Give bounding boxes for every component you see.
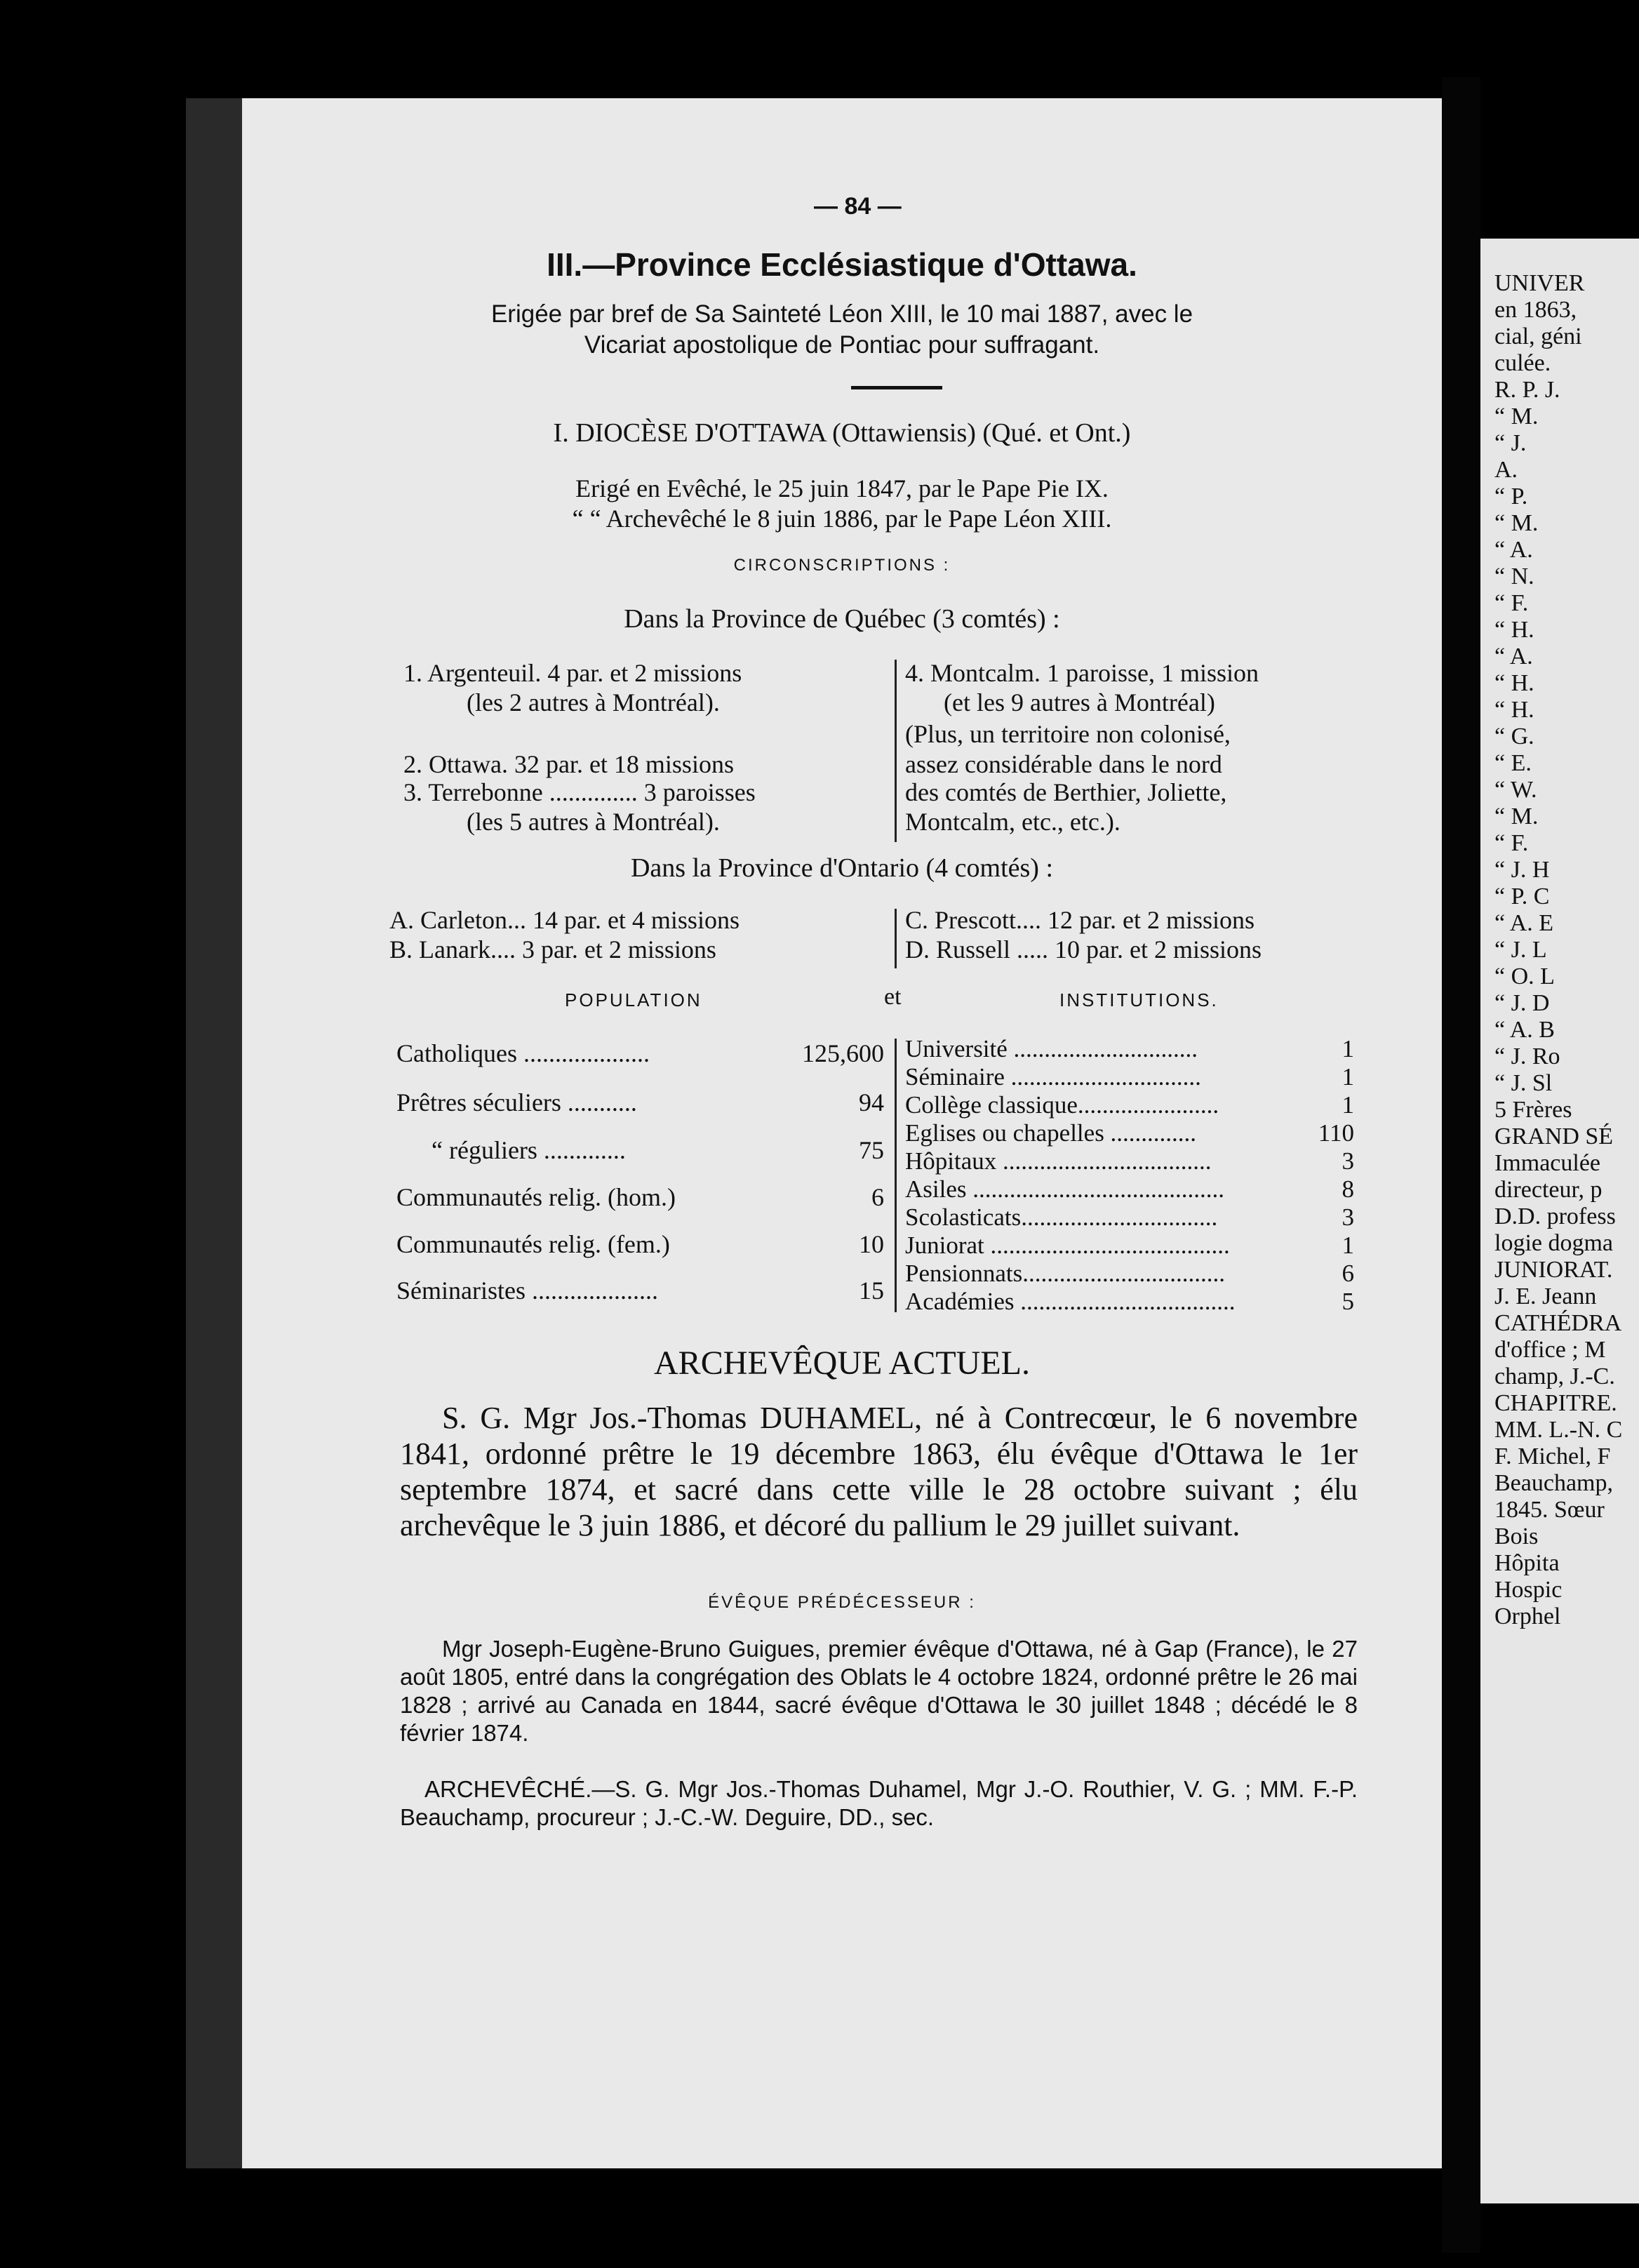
quebec-right-3: (Plus, un territoire non colonisé, xyxy=(905,720,1231,748)
institution-label: Scolasticats................................ xyxy=(905,1203,1218,1231)
right-page-line: “ M. xyxy=(1494,403,1539,429)
institution-label: Pensionnats................................. xyxy=(905,1260,1225,1287)
right-page-line: “ E. xyxy=(1494,750,1532,776)
population-row xyxy=(396,1276,884,1305)
quebec-column-divider xyxy=(895,660,897,842)
population-value: 75 xyxy=(859,1136,884,1164)
institution-label: Séminaire ............................... xyxy=(905,1063,1201,1090)
ontario-left-2: B. Lanark.... 3 par. et 2 missions xyxy=(389,935,716,963)
quebec-right-4: assez considérable dans le nord xyxy=(905,750,1222,778)
right-page-line: Immaculée xyxy=(1494,1150,1601,1176)
right-page-line: UNIVER xyxy=(1494,270,1585,296)
right-page-line: “ O. L xyxy=(1494,963,1555,989)
right-page-line: GRAND SÉ xyxy=(1494,1123,1614,1149)
diocese-heading: I. DIOCÈSE D'OTTAWA (Ottawiensis) (Qué. et Ont.) xyxy=(553,418,1131,448)
institution-value: 5 xyxy=(1342,1288,1354,1315)
book-spine xyxy=(186,98,242,2168)
institution-row xyxy=(905,1063,1354,1091)
right-page-line: Hôpita xyxy=(1494,1550,1560,1576)
institution-value: 1 xyxy=(1342,1035,1354,1062)
right-page-line: d'office ; M xyxy=(1494,1337,1606,1363)
institution-row xyxy=(905,1147,1354,1175)
predecesseur-paragraph: Mgr Joseph-Eugène-Bruno Guigues, premier évêque d'Ottawa, né à Gap (France), le 27 août 1805, entré dans la congrégation des Oblats le 4 octobre 1824, ordonné prêtre le 26 mai 1828 ; arrivé au Canada en 1844, sacré évêque d'Ottawa le 30 juillet 1848 ; décédé le 8 février 1874. xyxy=(400,1636,1358,1746)
population-row xyxy=(396,1088,884,1117)
institution-label: Collège classique....................... xyxy=(905,1091,1219,1119)
population-value: 6 xyxy=(871,1183,884,1211)
right-page-line: logie dogma xyxy=(1494,1230,1614,1256)
right-page-line: “ J. xyxy=(1494,430,1527,456)
intro-line-1: Erigée par bref de Sa Sainteté Léon XIII, le 10 mai 1887, avec le xyxy=(490,300,1193,328)
archeveche-paragraph: ARCHEVÊCHÉ.—S. G. Mgr Jos.-Thomas Duhamel, Mgr J.-O. Routhier, V. G. ; MM. F.-P. Beauchamp, procureur ; J.-C.-W. Deguire, DD., sec. xyxy=(400,1776,1358,1830)
population-label-text: Communautés relig. (hom.) xyxy=(396,1183,676,1211)
ontario-right-1: C. Prescott.... 12 par. et 2 missions xyxy=(905,906,1255,934)
population-value: 94 xyxy=(859,1088,884,1116)
right-page-line: cial, géni xyxy=(1494,323,1582,349)
right-page-line: “ J. Ro xyxy=(1494,1043,1560,1069)
population-label-text: “ réguliers ............. xyxy=(432,1136,626,1164)
institution-row xyxy=(905,1175,1354,1203)
right-page-line: “ J. Sl xyxy=(1494,1070,1553,1096)
stats-column-divider xyxy=(895,1039,897,1312)
institutions-label: INSTITUTIONS. xyxy=(1059,989,1219,1010)
right-page-line: “ H. xyxy=(1494,697,1534,723)
population-label-text: Catholiques .................... xyxy=(396,1039,650,1067)
ontario-column-divider xyxy=(895,909,897,968)
institution-label: Eglises ou chapelles .............. xyxy=(905,1119,1197,1147)
institution-label: Académies ................................... xyxy=(905,1288,1236,1315)
right-page-line: A. xyxy=(1494,457,1518,483)
population-label-text: Prêtres séculiers ........... xyxy=(396,1088,637,1116)
population-row xyxy=(396,1135,884,1165)
right-page-line: “ J. H xyxy=(1494,857,1550,883)
population-row xyxy=(396,1229,884,1259)
right-page-line: “ P. C xyxy=(1494,883,1550,909)
institution-value: 1 xyxy=(1342,1063,1354,1090)
quebec-left-1: 1. Argenteuil. 4 par. et 2 missions xyxy=(403,659,742,687)
right-page-line: “ A. B xyxy=(1494,1017,1555,1043)
institution-value: 6 xyxy=(1342,1260,1354,1287)
archeveque-paragraph: S. G. Mgr Jos.-Thomas DUHAMEL, né à Contrecœur, le 6 novembre 1841, ordonné prêtre le 19 décembre 1863, élu évêque d'Ottawa le 1er septembre 1874, et sacré dans cette ville le 28 octobre suivant ; élu archevêque le 3 juin 1886, et décoré du pallium le 29 juillet suivant. xyxy=(400,1401,1358,1542)
institution-value: 3 xyxy=(1342,1203,1354,1231)
predecesseur-label: ÉVÊQUE PRÉDÉCESSEUR : xyxy=(708,1593,976,1612)
archeveque-heading: ARCHEVÊQUE ACTUEL. xyxy=(654,1345,1030,1382)
right-page-line: champ, J.-C. xyxy=(1494,1363,1615,1389)
right-page-line: culée. xyxy=(1494,350,1551,376)
right-page-line: directeur, p xyxy=(1494,1177,1603,1203)
page-number: — 84 — xyxy=(814,193,902,220)
right-page-line: “ H. xyxy=(1494,617,1534,643)
institution-label: Hôpitaux .................................. xyxy=(905,1147,1212,1175)
population-value: 10 xyxy=(859,1230,884,1258)
quebec-right-5: des comtés de Berthier, Joliette, xyxy=(905,778,1227,806)
page-title: III.—Province Ecclésiastique d'Ottawa. xyxy=(547,246,1137,283)
right-page-line: “ M. xyxy=(1494,510,1539,536)
institution-row xyxy=(905,1260,1354,1288)
right-page-line: en 1863, xyxy=(1494,297,1577,323)
right-page-line: 5 Frères xyxy=(1494,1097,1572,1123)
right-page-line: D.D. profess xyxy=(1494,1203,1616,1229)
right-page-line: “ A. xyxy=(1494,537,1533,563)
ontario-heading: Dans la Province d'Ontario (4 comtés) : xyxy=(630,853,1054,883)
book-gutter xyxy=(1442,77,1480,2253)
population-row xyxy=(396,1039,884,1068)
population-row xyxy=(396,1182,884,1212)
right-page-line: “ H. xyxy=(1494,670,1534,696)
quebec-left-2: (les 2 autres à Montréal). xyxy=(467,688,720,716)
right-page-line: “ J. L xyxy=(1494,937,1547,963)
right-page-line: Beauchamp, xyxy=(1494,1470,1613,1496)
right-page-line: “ A. xyxy=(1494,643,1533,669)
right-page-line: “ P. xyxy=(1494,483,1528,509)
intro-line-2: Vicariat apostolique de Pontiac pour suffragant. xyxy=(584,331,1100,359)
left-page xyxy=(242,98,1442,2168)
right-page-line: Bois xyxy=(1494,1523,1539,1549)
right-page-line: Hospic xyxy=(1494,1577,1563,1603)
institution-label: Université .............................. xyxy=(905,1035,1198,1062)
institution-label: Asiles ......................................... xyxy=(905,1175,1224,1203)
right-page-line: CATHÉDRA xyxy=(1494,1310,1622,1336)
right-page-line: “ J. D xyxy=(1494,990,1550,1016)
institution-row xyxy=(905,1232,1354,1260)
institution-value: 110 xyxy=(1318,1119,1354,1147)
quebec-right-1: 4. Montcalm. 1 paroisse, 1 mission xyxy=(905,659,1259,687)
quebec-left-5: (les 5 autres à Montréal). xyxy=(467,808,720,836)
quebec-left-4: 3. Terrebonne .............. 3 paroisses xyxy=(403,778,756,806)
right-page-line: “ G. xyxy=(1494,723,1534,749)
population-value: 125,600 xyxy=(802,1039,884,1067)
quebec-left-3: 2. Ottawa. 32 par. et 18 missions xyxy=(403,750,734,778)
et-label: et xyxy=(884,984,902,1010)
right-page-line: R. P. J. xyxy=(1494,377,1560,403)
institution-row xyxy=(905,1119,1354,1147)
right-page-line: “ A. E xyxy=(1494,910,1554,936)
erection-line-1: Erigé en Evêché, le 25 juin 1847, par le Pape Pie IX. xyxy=(575,474,1109,502)
ontario-left-1: A. Carleton... 14 par. et 4 missions xyxy=(389,906,740,934)
divider-rule xyxy=(851,386,942,389)
quebec-right-6: Montcalm, etc., etc.). xyxy=(905,808,1120,836)
institution-value: 1 xyxy=(1342,1232,1354,1259)
right-page-line: 1845. Sœur xyxy=(1494,1497,1605,1523)
right-page-line: “ F. xyxy=(1494,590,1529,616)
institution-row xyxy=(905,1091,1354,1119)
right-page-lines xyxy=(1494,270,1622,1630)
institution-value: 3 xyxy=(1342,1147,1354,1175)
right-page-line: “ N. xyxy=(1494,563,1534,589)
right-page-line: CHAPITRE. xyxy=(1494,1390,1617,1416)
right-page-line: JUNIORAT. xyxy=(1494,1257,1613,1283)
right-page-line: “ W. xyxy=(1494,777,1537,803)
right-page-line: “ F. xyxy=(1494,830,1529,856)
right-page-line: “ M. xyxy=(1494,803,1539,829)
institution-row xyxy=(905,1288,1354,1316)
institution-value: 1 xyxy=(1342,1091,1354,1119)
erection-line-2: “ “ Archevêché le 8 juin 1886, par le Pape Léon XIII. xyxy=(572,505,1112,533)
institution-value: 8 xyxy=(1342,1175,1354,1203)
population-label-text: Séminaristes .................... xyxy=(396,1276,658,1305)
institution-row xyxy=(905,1203,1354,1232)
right-page-line: MM. L.-N. C xyxy=(1494,1417,1623,1443)
right-page-line: F. Michel, F xyxy=(1494,1443,1611,1469)
right-page-fragment xyxy=(1480,239,1639,2203)
institution-label: Juniorat ....................................... xyxy=(905,1232,1230,1259)
quebec-heading: Dans la Province de Québec (3 comtés) : xyxy=(624,604,1060,634)
right-page-line: Orphel xyxy=(1494,1603,1561,1629)
ontario-right-2: D. Russell ..... 10 par. et 2 missions xyxy=(905,935,1262,963)
population-value: 15 xyxy=(859,1276,884,1305)
circonscriptions-label: CIRCONSCRIPTIONS : xyxy=(733,556,951,575)
right-page-line: J. E. Jeann xyxy=(1494,1283,1597,1309)
population-label: POPULATION xyxy=(565,989,702,1010)
population-label-text: Communautés relig. (fem.) xyxy=(396,1230,670,1258)
institution-row xyxy=(905,1035,1354,1063)
quebec-right-2: (et les 9 autres à Montréal) xyxy=(944,688,1215,716)
